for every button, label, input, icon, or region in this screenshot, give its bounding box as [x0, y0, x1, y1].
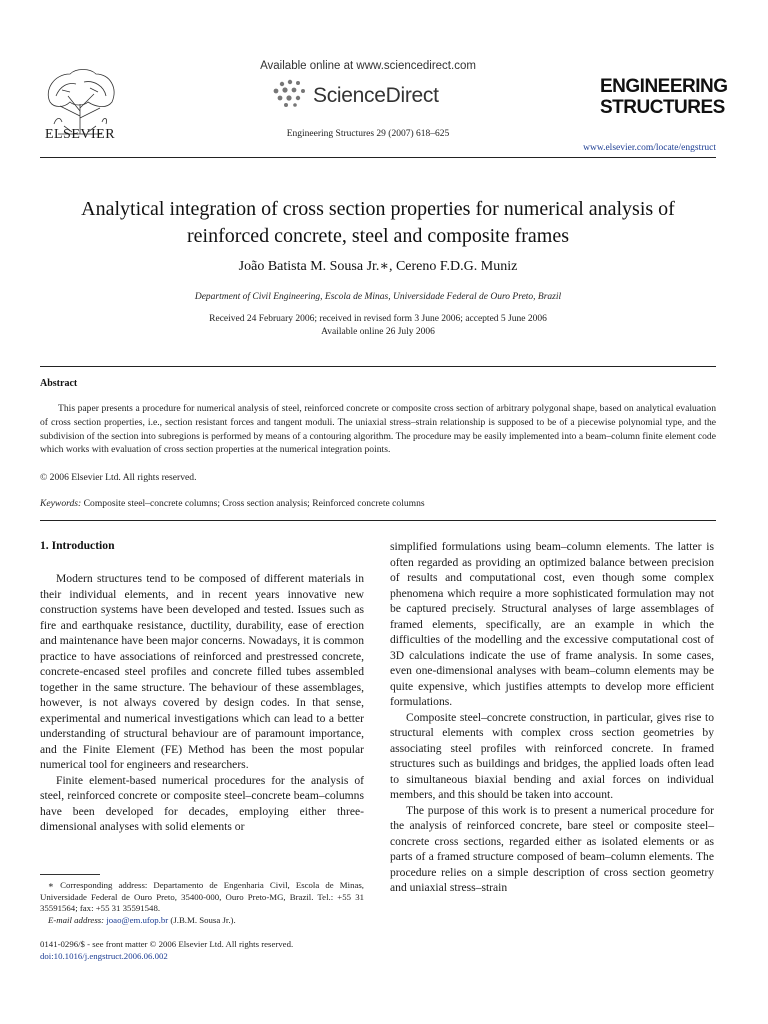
intro-paragraph-5: The purpose of this work is to present a numerical procedure for the analysis of reinforced concrete, bare steel or composite steel–concrete cross sections, regarded either as isolated elements or as parts of a framed structure composed of beam–column elements. The procedure relies on a simple description of cross section geometry and uniaxial stress–strain: [390, 803, 714, 894]
abstract-bottom-divider: [40, 520, 716, 521]
header-divider: [40, 157, 716, 158]
abstract-top-divider: [40, 366, 716, 367]
journal-title-line2: STRUCTURES: [600, 97, 725, 118]
keywords-line: [40, 498, 716, 509]
doi-link[interactable]: doi:10.1016/j.engstruct.2006.06.002: [40, 951, 168, 961]
article-title: Analytical integration of cross section properties for numerical analysis of reinforced concrete, steel and composite frames: [81, 198, 675, 247]
keywords-text: Composite steel–concrete columns; Cross section analysis; Reinforced concrete columns: [83, 498, 425, 509]
journal-url-link[interactable]: www.elsevier.com/locate/engstruct: [583, 143, 716, 153]
abstract-body: [40, 402, 716, 457]
intro-paragraph-3: simplified formulations using beam–column elements. The latter is often regarded as providing an optimized balance between precision of results and computational cost, even though some complex phenomena which require a more sophisticated formulation may not be captured precisely. Structural analyses of large assemblages of framed elements, specifically, are an example in which the difficulties of the modelling and the excessive computational cost of 3D calculations indicate the use of frame analysis. In some cases, even one-dimensional analyses with beam–column elements may be quite expensive, which justifies attempts to develop more efficient formulations.: [390, 540, 714, 708]
email-suffix: (J.B.M. Sousa Jr.).: [170, 914, 236, 925]
abstract-text: This paper presents a procedure for numerical analysis of steel, reinforced concrete or composite cross section of arbitrary polygonal shape, based on analytical evaluation of cross section properties, i.e., section resistant forces and tangent moduli. The uniaxial stress–strain relationship is supposed to be of a piecewise polynomial type, and the subdivision of the section into subregions is performed by means of a contouring algorithm. The procedure may be easily implemented into a beam–column finite element code which works with evaluation of cross section properties at the numerical integration points.: [40, 403, 716, 456]
footnote-divider: [40, 874, 100, 875]
abstract-copyright: © 2006 Elsevier Ltd. All rights reserved.: [40, 472, 197, 483]
journal-title-line1: ENGINEERING: [600, 76, 728, 97]
journal-citation: Engineering Structures 29 (2007) 618–625: [286, 129, 450, 139]
keywords-label: Keywords:: [40, 498, 82, 509]
article-authors: João Batista M. Sousa Jr.∗, Cereno F.D.G. Muniz: [238, 259, 518, 274]
front-matter-text: 0141-0296/$ - see front matter © 2006 Elsevier Ltd. All rights reserved.: [40, 939, 294, 949]
available-date: Available online 26 July 2006: [321, 327, 435, 337]
author-affiliation: Department of Civil Engineering, Escola de Minas, Universidade Federal de Ouro Preto, Brazil: [194, 292, 562, 302]
abstract-heading: Abstract: [40, 378, 78, 389]
journal-title-logo: [600, 76, 728, 118]
sciencedirect-wordmark: ScienceDirect: [313, 84, 439, 107]
corresponding-address: ∗ Corresponding address: Departamento de Engenharia Civil, Escola de Minas, Universidade Federal de Ouro Preto, 35400-000, Ouro Preto-MG, Brazil. Tel.: +55 31 35591564; fax: +55 31 35591548.: [40, 880, 364, 914]
available-online-text[interactable]: Available online at www.sciencedirect.com: [260, 60, 476, 72]
article-dates: [40, 313, 716, 339]
intro-paragraph-4: Composite steel–concrete construction, in particular, gives rise to structural elements with complex cross section geometries by associating steel profiles with reinforced concrete. In framed structures such as buildings and bridges, the applied loads often lead to simultaneous biaxial bending and axial forces on individual members, and this should be taken into account.: [390, 710, 714, 801]
publisher-name: ELSEVIER: [44, 127, 116, 142]
email-line: [40, 915, 364, 927]
received-dates: Received 24 February 2006; received in revised form 3 June 2006; accepted 5 June 2006: [209, 314, 547, 324]
front-matter: [40, 938, 364, 962]
intro-paragraph-1: Modern structures tend to be composed of different materials in their individual elements, and in recent years innovative new construction systems have been developed and tested. Issues such as fire and earthquake resistance, ductility, durability, ease of erection and maintenance have been major concerns. Nowadays, it is common practice to have associations of reinforced and prestressed concrete, concrete-encased steel profiles and concrete filled tubes assembled together in the same structure. The behaviour of these assemblages, however, is not always covered by design codes. In that sense, experimental and numerical investigations which can lead to a better understanding of structural behaviour are of paramount importance, and the Finite Element (FE) Method has been the most popular numerical tool for engineers and researchers.: [40, 572, 364, 771]
body-column-right: [390, 539, 714, 896]
intro-paragraph-2: Finite element-based numerical procedures for the analysis of steel, reinforced concrete or composite steel–concrete beam–columns have been developed for decades, employing either three-dimensional analyses with solid elements or: [40, 773, 364, 833]
corresponding-footnote: [40, 880, 364, 926]
email-link[interactable]: joao@em.ufop.br: [106, 914, 169, 925]
body-column-left: [40, 571, 364, 835]
section-heading-introduction: 1. Introduction: [40, 539, 115, 552]
email-label: E-mail address:: [48, 914, 105, 925]
